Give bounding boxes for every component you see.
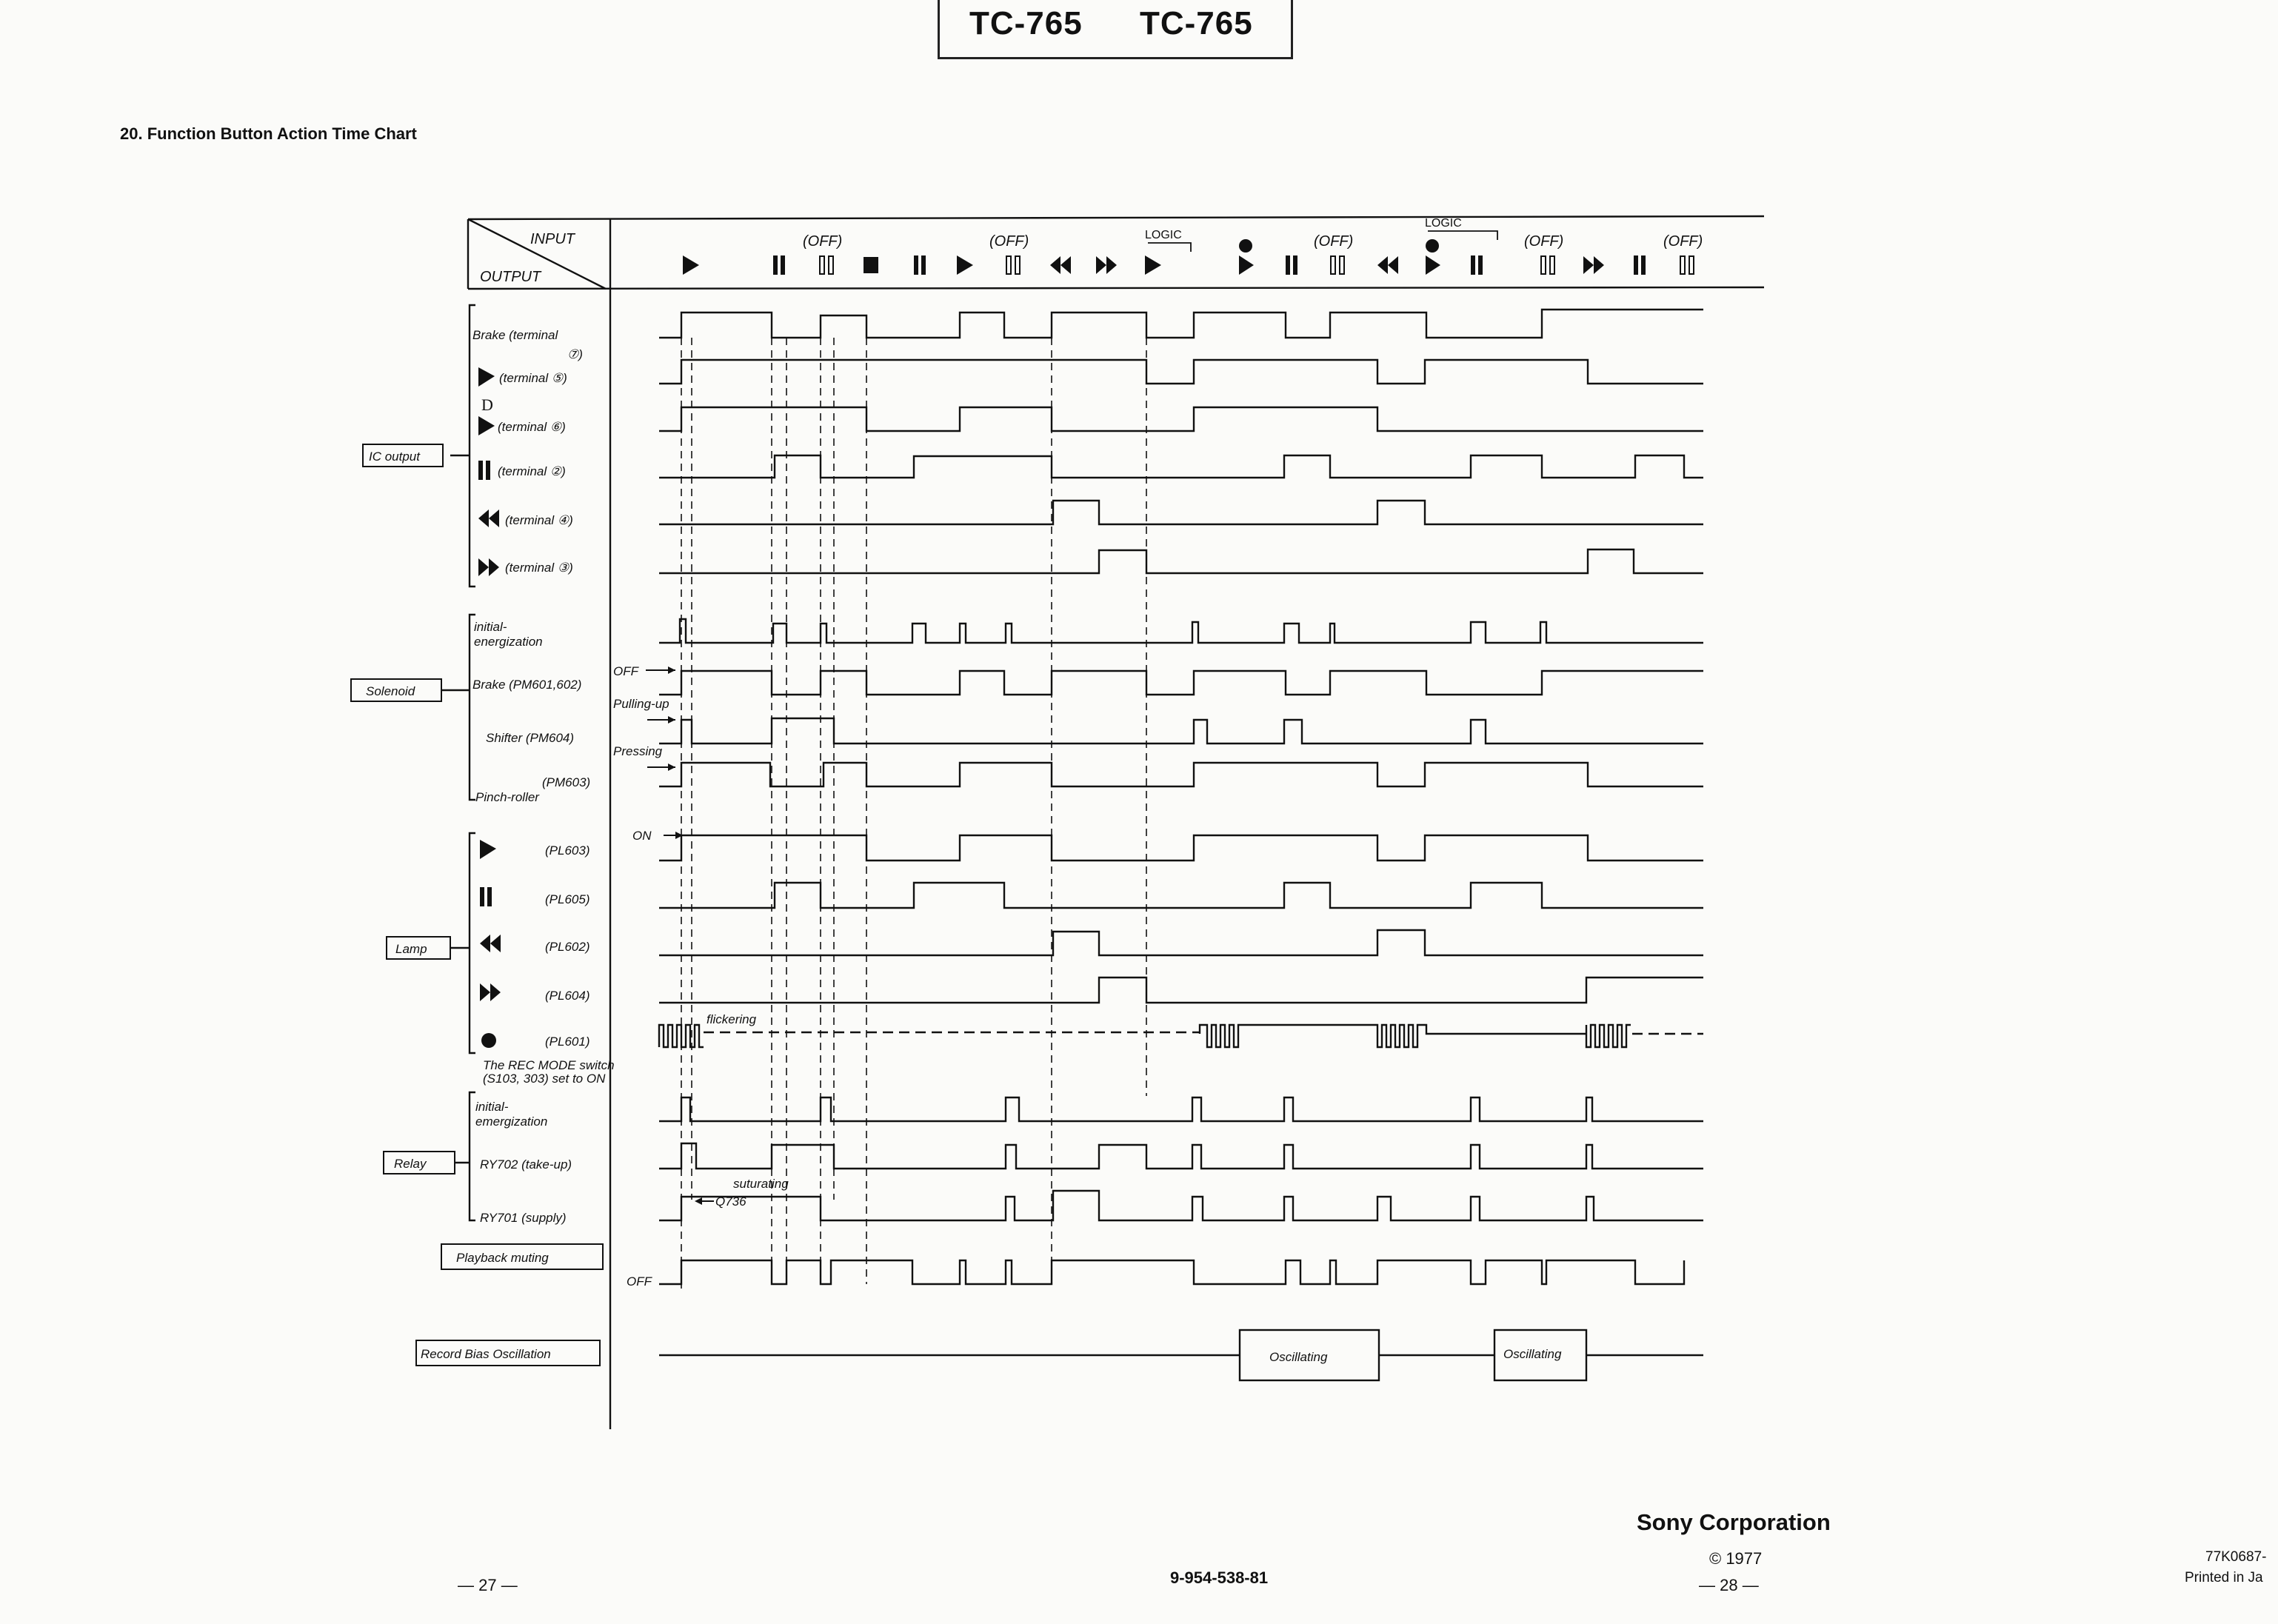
row-label-ry701: RY701 (supply): [480, 1211, 567, 1225]
annotation-flickering: flickering: [707, 1012, 757, 1026]
pause-hollow-input-icon: [1006, 256, 1020, 274]
annotation-pulling-up: Pulling-up: [613, 697, 669, 711]
row-label-play-t5: (terminal ⑤): [499, 371, 567, 385]
model-name-left: TC-765: [969, 5, 1083, 41]
row-label-shifter: Shifter (PM604): [486, 731, 575, 745]
pl603-waveform: [659, 835, 1703, 861]
row-label-init1: initial-: [474, 620, 507, 634]
input-note: (OFF): [1663, 233, 1703, 250]
pause-hollow-input-icon: [1331, 256, 1344, 274]
playback-muting-label: Playback muting: [456, 1251, 549, 1265]
play-input-icon: [957, 255, 973, 275]
record-play-input-icon: [1239, 239, 1254, 275]
annotation-q736: Q736: [715, 1194, 746, 1209]
pause-hollow-input-icon: [1541, 256, 1554, 274]
input-note: (OFF): [989, 233, 1029, 250]
play-icon: [480, 840, 496, 859]
lamp-label: Lamp: [395, 942, 427, 956]
row-label-pause-t2: (terminal ②): [498, 464, 566, 478]
fast-forward-icon: [480, 983, 501, 1001]
section-title: 20. Function Button Action Time Chart: [120, 124, 417, 143]
input-note: (OFF): [803, 233, 843, 250]
pause-input-icon: [773, 255, 785, 275]
record-icon: [481, 1033, 496, 1048]
row-label-init2: initial-: [475, 1100, 509, 1114]
page-number-right: — 28 —: [1699, 1576, 1759, 1594]
row-label-pinch-name: Pinch-roller: [475, 790, 539, 804]
row-label-d: D: [481, 395, 493, 414]
play-t6-waveform: [659, 407, 1703, 431]
pause-icon: [480, 887, 484, 906]
ic-output-bracket: [470, 305, 475, 587]
input-note: LOGIC: [1145, 229, 1182, 241]
annotation-on: ON: [632, 829, 652, 843]
table-head-bottom-line: [468, 287, 1764, 289]
playback-muting-waveform: [659, 1260, 1684, 1284]
row-label-init1b: energization: [474, 635, 543, 649]
oscillating-label-2: Oscillating: [1503, 1347, 1562, 1361]
company-name: Sony Corporation: [1637, 1509, 1831, 1535]
input-note: (OFF): [1314, 233, 1354, 250]
relay-bracket: [470, 1092, 475, 1220]
row-label-ry702: RY702 (take-up): [480, 1157, 572, 1172]
solenoid-label: Solenoid: [366, 684, 415, 698]
input-note: (OFF): [1524, 233, 1564, 250]
initial-energization-waveform: [659, 619, 1703, 643]
pause-hollow-input-icon: [1680, 256, 1694, 274]
pl602-waveform: [659, 930, 1703, 955]
table-top-line: [468, 216, 1764, 219]
relay-init-waveform: [659, 1097, 1703, 1121]
pause-input-icon: [1471, 255, 1483, 275]
play-t5-waveform: [659, 360, 1703, 384]
row-label-pinch-pm: (PM603): [542, 775, 591, 789]
pause-icon: [478, 461, 483, 480]
pause-input-icon: [1634, 255, 1646, 275]
row-label-pl601: (PL601): [545, 1035, 590, 1049]
copyright: © 1977: [1709, 1549, 1763, 1568]
record-play-input-icon: [1426, 239, 1440, 275]
rewind-icon: [478, 509, 499, 527]
stop-input-icon: [864, 257, 878, 273]
row-label-brake-pm: Brake (PM601,602): [472, 678, 582, 692]
relay-label: Relay: [394, 1157, 427, 1171]
play-input-icon: [683, 255, 699, 275]
row-label-play-t6: (terminal ⑥): [498, 420, 566, 434]
rewind-input-icon: [1377, 256, 1398, 274]
row-label-pl604: (PL604): [545, 989, 590, 1003]
rewind-input-icon: [1050, 256, 1071, 274]
rec-mode-note-2: (S103, 303) set to ON: [483, 1072, 606, 1086]
row-label-ff-t3: (terminal ③): [505, 561, 573, 575]
record-bias-label: Record Bias Oscillation: [421, 1347, 551, 1361]
ic-output-label: IC output: [369, 450, 420, 464]
play-icon: [478, 367, 495, 387]
annotation-off: OFF: [613, 664, 638, 678]
input-note: LOGIC: [1425, 217, 1462, 230]
row-label-init2b: emergization: [475, 1115, 548, 1129]
oscillating-label-1: Oscillating: [1269, 1350, 1328, 1364]
pause-hollow-input-icon: [820, 256, 833, 274]
printed-note: Printed in Ja: [2185, 1570, 2263, 1585]
ff-t3-waveform: [659, 549, 1703, 573]
fast-forward-icon: [478, 558, 499, 576]
pinch-roller-waveform: [659, 763, 1703, 786]
brake-t7-waveform: [659, 310, 1703, 338]
page-number-left: — 27 —: [458, 1576, 518, 1594]
pause-input-icon: [1286, 255, 1297, 275]
fast-forward-input-icon: [1096, 256, 1117, 274]
output-header: OUTPUT: [480, 269, 541, 285]
row-label-brake-t7-num: ⑦): [567, 347, 583, 361]
document-code: 77K0687-: [2205, 1549, 2267, 1565]
annotation-pressing: Pressing: [613, 744, 663, 758]
pause-t2-waveform: [659, 455, 1703, 478]
play-input-icon: [1145, 255, 1161, 275]
row-label-pl605: (PL605): [545, 892, 590, 906]
rewind-icon: [480, 935, 501, 952]
input-header: INPUT: [530, 231, 575, 247]
row-label-pl602: (PL602): [545, 940, 590, 954]
rew-t4-waveform: [659, 501, 1703, 524]
row-label-brake-t7: Brake (terminal: [472, 328, 558, 342]
ry702-waveform: [659, 1143, 1703, 1169]
annotation-suturating: suturating: [733, 1177, 789, 1191]
lamp-bracket: [470, 833, 475, 1053]
shifter-waveform: [659, 718, 1703, 744]
fast-forward-input-icon: [1583, 256, 1604, 274]
rec-mode-note-1: The REC MODE switch: [483, 1058, 615, 1072]
pl601-recording-waveform: [1200, 1025, 1631, 1047]
model-name-right: TC-765: [1140, 5, 1253, 41]
annotation-off-muting: OFF: [627, 1274, 652, 1289]
pl604-waveform: [659, 978, 1703, 1003]
row-label-rew-t4: (terminal ④): [505, 513, 573, 527]
row-label-pl603: (PL603): [545, 843, 590, 858]
ry701-waveform: [659, 1191, 1703, 1220]
play-icon: [478, 416, 495, 435]
pl605-waveform: [659, 883, 1703, 908]
brake-pm-waveform: [659, 671, 1703, 695]
pause-input-icon: [914, 255, 926, 275]
part-number: 9-954-538-81: [1170, 1568, 1269, 1587]
